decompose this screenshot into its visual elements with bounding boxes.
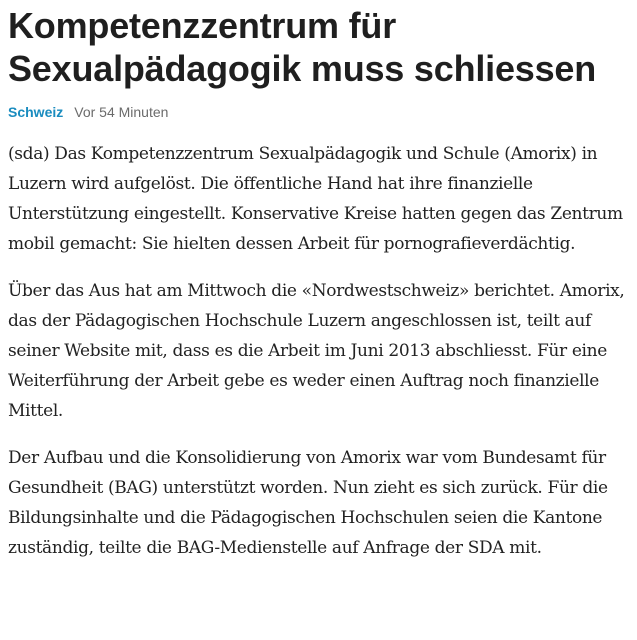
article-paragraph: Über das Aus hat am Mittwoch die «Nordwestschweiz» berichtet. Amorix, das der Pädagogischen Hochschule Luzern angeschlossen ist, teilt auf seiner Website mit, dass es die Arbeit im Juni 2013 abschliesst. Für eine Weiterführung der Arbeit gebe es weder einen Auftrag noch finanzielle Mittel. bbox=[8, 281, 625, 421]
article-headline: Kompetenzzentrum für Sexualpädagogik muss schliessen bbox=[8, 5, 597, 89]
article-paragraph: Der Aufbau und die Konsolidierung von Amorix war vom Bundesamt für Gesundheit (BAG) unterstützt worden. Nun zieht es sich zurück. Für die Bildungsinhalte und die Pädagogischen Hochschulen seien die Kantone zuständig, teilte die BAG-Medienstelle auf Anfrage der SDA mit. bbox=[8, 448, 608, 558]
article-timestamp: Vor 54 Minuten bbox=[74, 104, 169, 120]
article bbox=[8, 0, 632, 580]
article-body bbox=[8, 139, 632, 563]
article-paragraph: (sda) Das Kompetenzzentrum Sexualpädagogik und Schule (Amorix) in Luzern wird aufgelöst. Die öffentliche Hand hat ihre finanzielle Unterstützung eingestellt. Konservative Kreise hatten gegen das Zentrum mobil gemacht: Sie hielten dessen Arbeit für pornografieverdächtig. bbox=[8, 144, 623, 254]
article-meta bbox=[8, 103, 632, 121]
category-link[interactable]: Schweiz bbox=[8, 104, 64, 120]
